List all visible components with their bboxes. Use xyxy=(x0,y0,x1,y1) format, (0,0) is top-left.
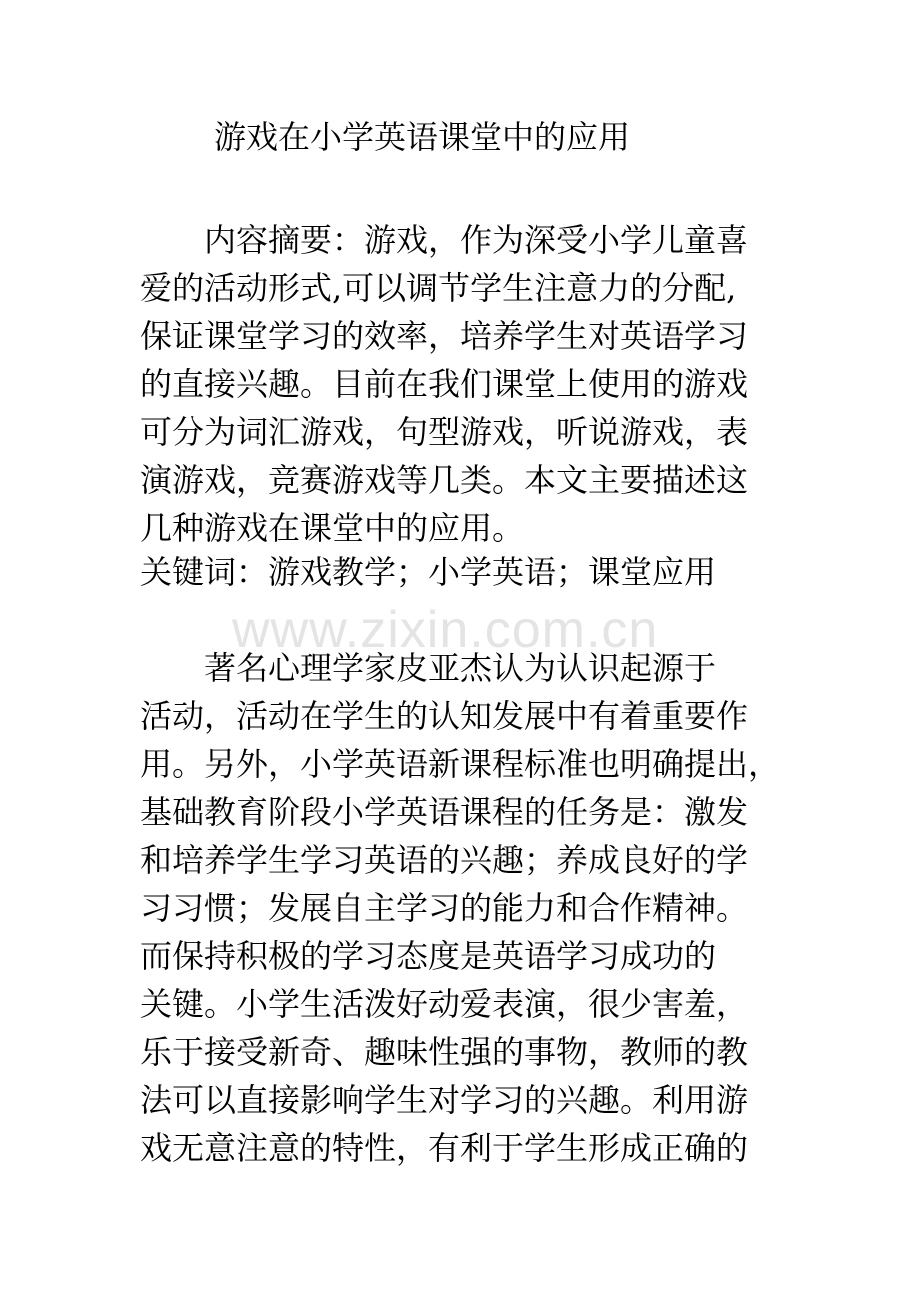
body-line: 习习惯；发展自主学习的能力和合作精神。 xyxy=(140,889,749,927)
abstract-line: 几种游戏在课堂中的应用。 xyxy=(140,509,525,547)
abstract-line: 可分为词汇游戏，句型游戏，听说游戏，表 xyxy=(140,413,749,451)
body-line: 而保持积极的学习态度是英语学习成功的 xyxy=(140,937,717,975)
body-line: 用。另外，小学英语新课程标准也明确提出， xyxy=(140,745,781,783)
body-line: 著名心理学家皮亚杰认为认识起源于 xyxy=(140,649,717,687)
body-line: 活动，活动在学生的认知发展中有着重要作 xyxy=(140,697,749,735)
body-line: 和培养学生学习英语的兴趣；养成良好的学 xyxy=(140,841,749,879)
body-line: 戏无意注意的特性，有利于学生形成正确的 xyxy=(140,1129,749,1167)
keywords-line: 关键词：游戏教学；小学英语；课堂应用 xyxy=(140,553,717,591)
abstract-line: 演游戏，竞赛游戏等几类。本文主要描述这 xyxy=(140,461,749,499)
abstract-line: 内容摘要：游戏，作为深受小学儿童喜 xyxy=(140,221,749,259)
abstract-line: 的直接兴趣。目前在我们课堂上使用的游戏 xyxy=(140,365,749,403)
body-line: 基础教育阶段小学英语课程的任务是：激发 xyxy=(140,793,749,831)
body-line: 关键。小学生活泼好动爱表演，很少害羞， xyxy=(140,985,749,1023)
document-title: 游戏在小学英语课堂中的应用 xyxy=(214,118,631,156)
body-line: 乐于接受新奇、趣味性强的事物，教师的教 xyxy=(140,1033,749,1071)
abstract-line: 爱的活动形式,可以调节学生注意力的分配, xyxy=(140,269,737,307)
watermark: www.zixin.com.cn xyxy=(232,601,659,659)
body-line: 法可以直接影响学生对学习的兴趣。利用游 xyxy=(140,1081,749,1119)
abstract-line: 保证课堂学习的效率，培养学生对英语学习 xyxy=(140,317,749,355)
